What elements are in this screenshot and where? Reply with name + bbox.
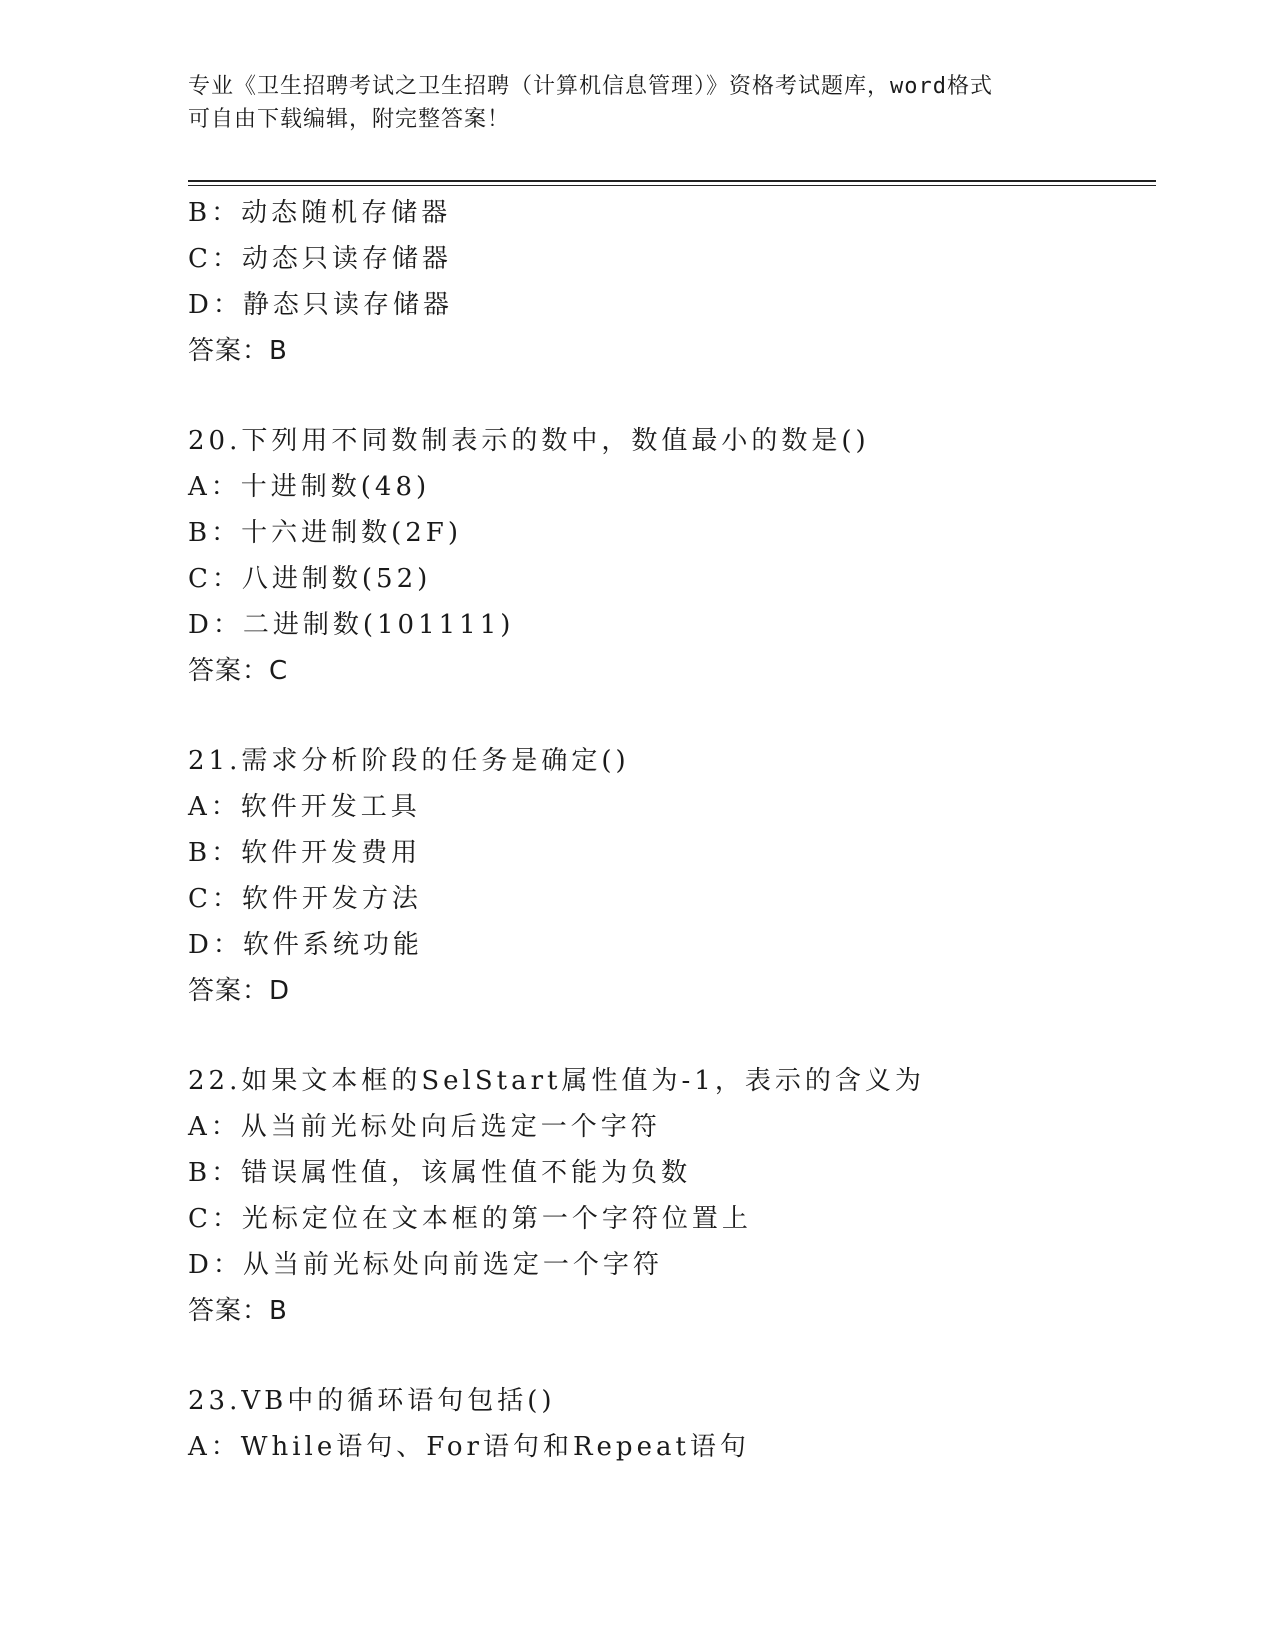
document-header (188, 70, 1088, 136)
header-divider-thin (188, 185, 1156, 186)
option-d: D：静态只读存储器 (188, 290, 453, 320)
option-b: B：错误属性值，该属性值不能为负数 (188, 1158, 692, 1188)
question-stem: 21.需求分析阶段的任务是确定() (188, 746, 630, 776)
header-line-2: 可自由下载编辑，附完整答案！ (188, 107, 511, 132)
question-block-23 (188, 1378, 1148, 1470)
option-a: A：十进制数(48) (188, 472, 431, 502)
option-a: A：While语句、For语句和Repeat语句 (188, 1432, 750, 1462)
option-b: B：动态随机存储器 (188, 198, 452, 228)
option-c: C：光标定位在文本框的第一个字符位置上 (188, 1204, 752, 1234)
option-d: D：从当前光标处向前选定一个字符 (188, 1250, 663, 1280)
answer-line: 答案：C (188, 656, 289, 686)
question-block-22 (188, 1058, 1148, 1334)
option-b: B：软件开发费用 (188, 838, 422, 868)
option-c: C：八进制数(52) (188, 564, 432, 594)
header-divider-thick (188, 180, 1156, 182)
question-block-20 (188, 418, 1148, 694)
option-c: C：动态只读存储器 (188, 244, 452, 274)
option-d: D：二进制数(101111) (188, 610, 515, 640)
question-stem: 20.下列用不同数制表示的数中，数值最小的数是() (188, 426, 870, 456)
option-a: A：从当前光标处向后选定一个字符 (188, 1112, 661, 1142)
question-stem: 22.如果文本框的SelStart属性值为-1，表示的含义为 (188, 1066, 925, 1096)
question-list (188, 190, 1148, 1470)
option-d: D：软件系统功能 (188, 930, 423, 960)
header-line-1: 专业《卫生招聘考试之卫生招聘（计算机信息管理）》资格考试题库，word格式 (188, 74, 993, 99)
option-a: A：软件开发工具 (188, 792, 421, 822)
answer-line: 答案：B (188, 336, 288, 366)
option-b: B：十六进制数(2F) (188, 518, 462, 548)
option-c: C：软件开发方法 (188, 884, 422, 914)
answer-line: 答案：B (188, 1296, 288, 1326)
question-block-21 (188, 738, 1148, 1014)
question-stem: 23.VB中的循环语句包括() (188, 1386, 556, 1416)
question-block-partial (188, 190, 1148, 374)
answer-line: 答案：D (188, 976, 291, 1006)
